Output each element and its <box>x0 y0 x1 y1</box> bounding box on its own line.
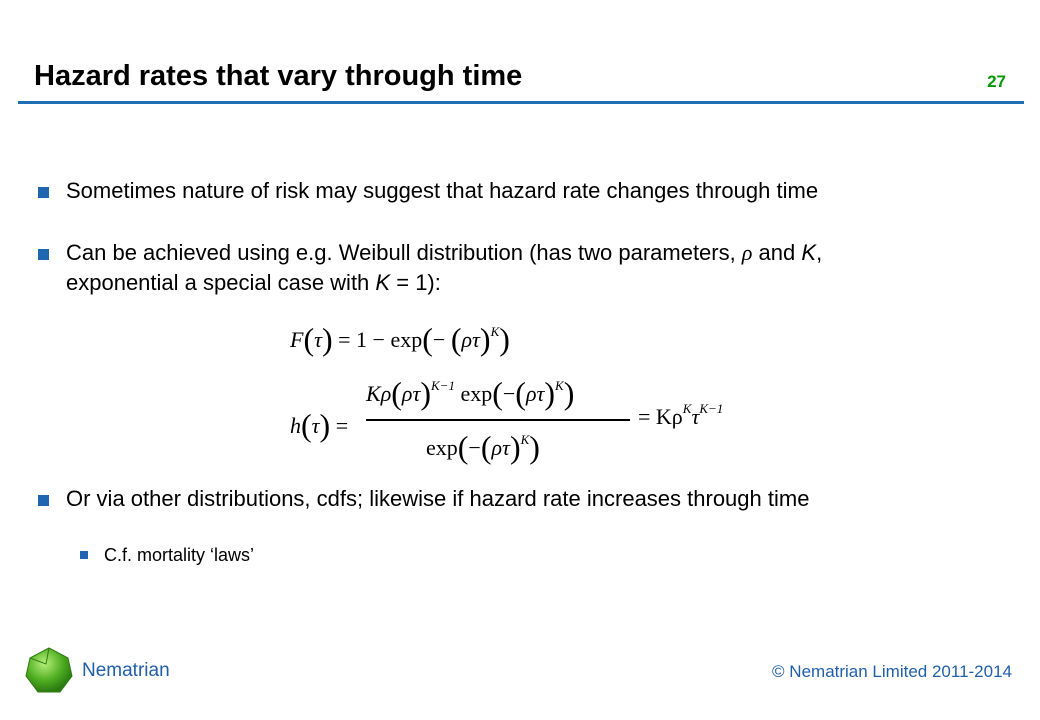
equation-cdf: $F(\tau) = 1 - \exp(- (\rho\tau)^K)$ <box>290 321 510 357</box>
eq-exponent-K: K <box>520 432 530 447</box>
eq-exp: exp <box>426 435 458 460</box>
footer-brand: Nematrian <box>82 660 170 681</box>
sub-bullet-text: C.f. mortality ‘laws’ <box>104 545 255 565</box>
bullet-text: Sometimes nature of risk may suggest that hazard rate changes through time <box>66 178 819 203</box>
bullet-text-part: = 1): <box>396 270 441 295</box>
eq-symbol-tau: τ <box>691 404 700 429</box>
eq-exponent-K: K <box>682 401 692 416</box>
bullet-text-part: Can be achieved using e.g. Weibull distribution (has two parameters, <box>66 240 736 265</box>
eq-symbol-K: K <box>366 381 381 406</box>
eq-exponent-K-minus-1: K−1 <box>699 401 724 416</box>
eq-symbol-h: h <box>290 413 301 438</box>
bullet-text <box>66 238 996 298</box>
eq-exp: exp <box>460 381 493 406</box>
eq-symbol-tau: τ <box>311 413 320 438</box>
bullet-text-part: exponential a special case with <box>66 270 370 295</box>
equation-hazard-rhs <box>638 401 724 430</box>
eq-symbol-tau: τ <box>472 327 480 352</box>
equation-hazard-denominator: $\exp(-(\rho\tau)^K)$ <box>426 429 540 465</box>
page-number: 27 <box>987 72 1006 91</box>
eq-rhs: = Kρ <box>638 404 683 429</box>
bullet-square-icon <box>38 249 49 260</box>
title-divider <box>18 101 1024 104</box>
bullet-square-icon <box>38 187 49 198</box>
eq-symbol-tau: τ <box>314 327 322 352</box>
eq-symbol-F: F <box>290 327 304 352</box>
footer-copyright: © Nematrian Limited 2011-2014 <box>772 662 1012 681</box>
bullet-square-icon <box>80 551 88 559</box>
eq-exponent-K: K <box>555 378 564 393</box>
nematrian-logo-icon <box>24 646 74 696</box>
bullet-text-part: and <box>758 240 796 265</box>
k-symbol: K <box>375 270 391 295</box>
rho-symbol: ρ <box>741 240 753 265</box>
bullet-text: Or via other distributions, cdfs; likewise if hazard rate increases through time <box>66 486 810 511</box>
slide-title: Hazard rates that vary through time <box>34 60 523 92</box>
equation-hazard-lhs: h(τ) = <box>290 407 349 443</box>
eq-one-minus-exp: = 1 − exp <box>338 327 423 352</box>
eq-exponent-K-minus-1: K−1 <box>431 378 455 393</box>
bullet-square-icon <box>38 495 49 506</box>
equation-fraction-bar <box>366 419 630 421</box>
equation-hazard-numerator: $K\rho(\rho\tau)^{K-1}$ $\exp(-(\rho\tau)^K)$ <box>366 375 575 411</box>
k-symbol: K <box>801 240 817 265</box>
comma: , <box>816 240 823 265</box>
eq-exponent-K: K <box>490 324 500 339</box>
